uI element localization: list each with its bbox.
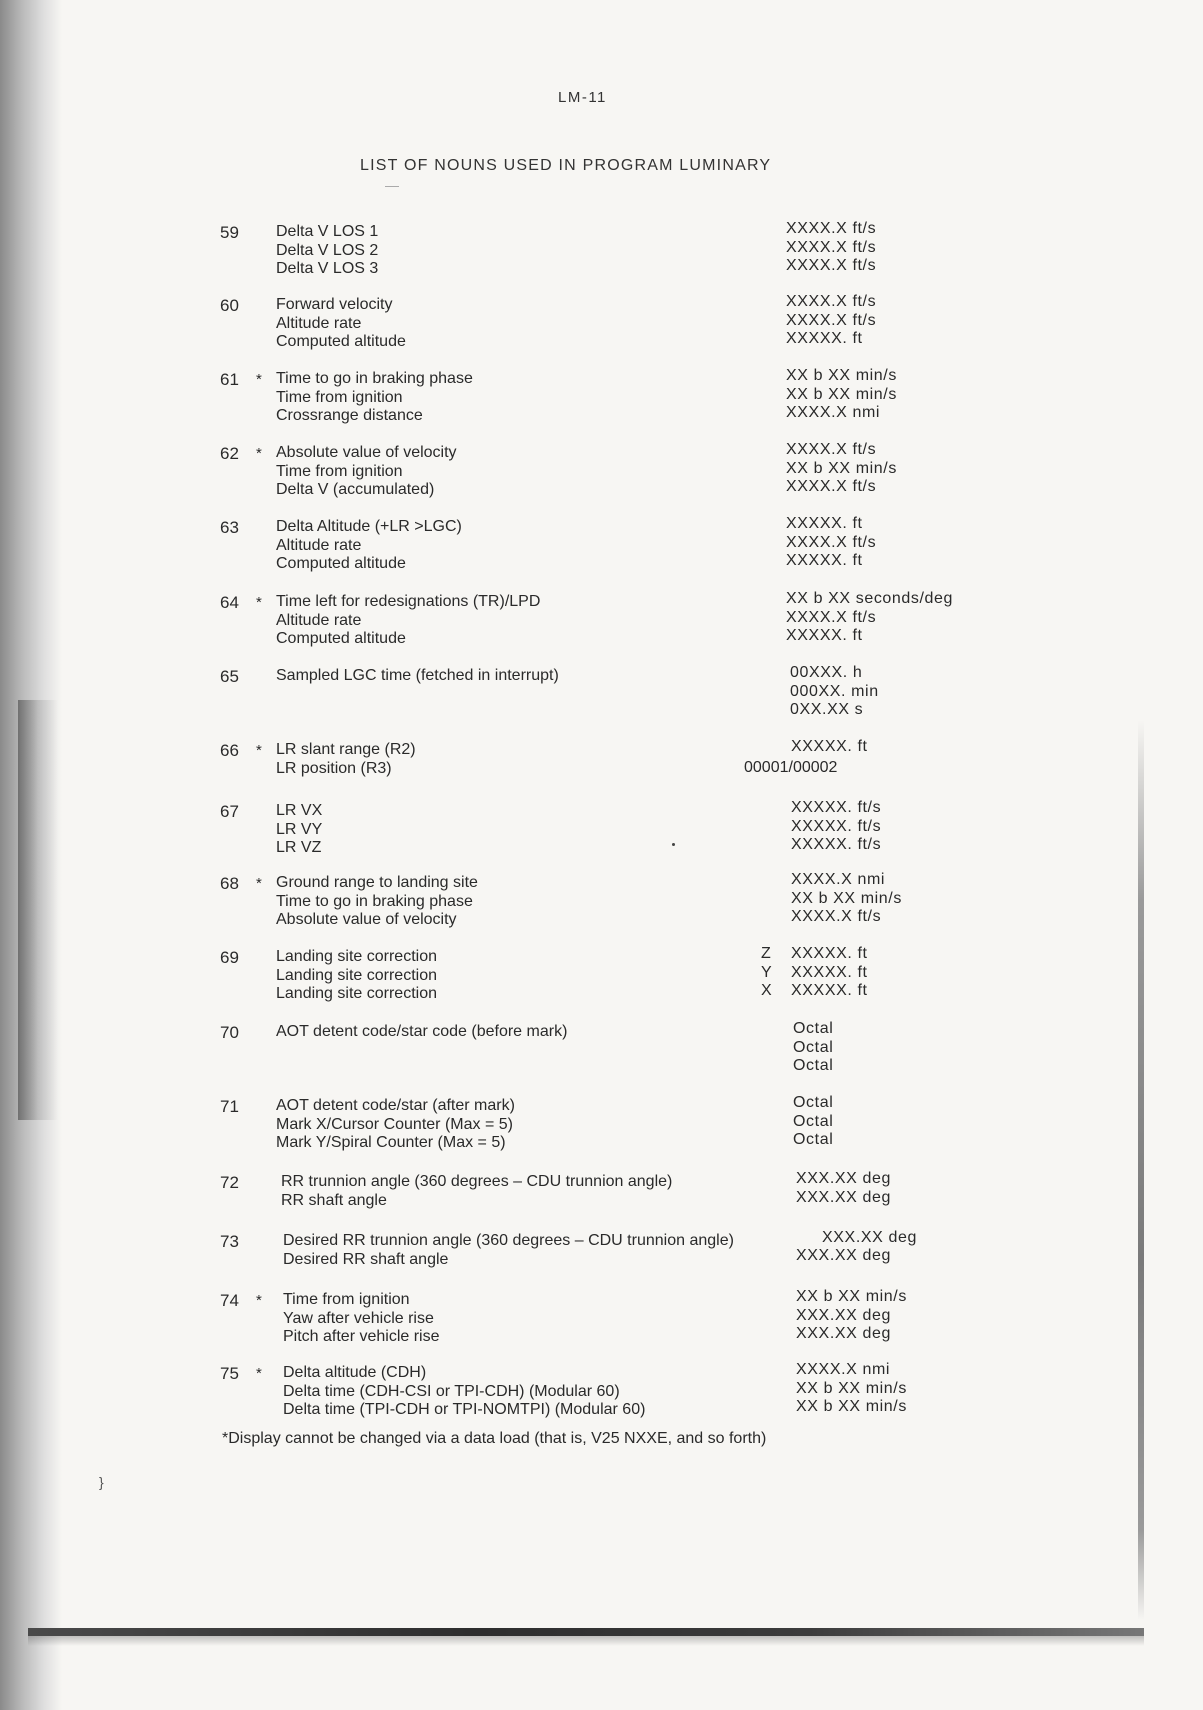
noun-format xyxy=(761,945,868,1001)
noun-format xyxy=(786,367,897,423)
format-line xyxy=(761,982,868,1001)
display-lock-marker: * xyxy=(256,1292,262,1309)
description-line: RR shaft angle xyxy=(281,1191,387,1209)
footnote: *Display cannot be changed via a data load (that is, V25 NXXE, and so forth) xyxy=(222,1430,767,1447)
noun-format xyxy=(791,799,881,855)
description-line: Yaw after vehicle rise xyxy=(283,1309,434,1327)
format-line: XXXX.X nmi xyxy=(796,1361,891,1378)
noun-description xyxy=(276,802,322,858)
format-line: XXXX.X nmi xyxy=(786,404,881,421)
title-underline-mark xyxy=(385,186,399,187)
format-line: 000XX. min xyxy=(790,682,879,700)
format-line: XXXX.X ft/s xyxy=(786,293,877,310)
noun-number: 66 xyxy=(220,741,239,760)
display-lock-marker: * xyxy=(256,371,262,388)
noun-description xyxy=(276,593,540,649)
description-line: Time from ignition xyxy=(276,462,403,480)
description-line: LR position (R3) xyxy=(276,759,392,777)
format-line: XXX.XX deg xyxy=(796,1306,891,1324)
format-line: XXXXX. ft xyxy=(786,515,863,532)
noun-format xyxy=(790,664,879,720)
display-lock-marker: * xyxy=(256,445,262,462)
format-line: XX b XX min/s xyxy=(791,889,902,907)
description-line: Landing site correction xyxy=(276,966,437,984)
format-line: XXXX.X ft/s xyxy=(786,257,877,274)
noun-description xyxy=(276,518,462,574)
description-line: Altitude rate xyxy=(276,314,362,332)
format-line: Octal xyxy=(793,1038,834,1056)
noun-description xyxy=(276,1097,515,1153)
noun-format xyxy=(793,1020,833,1076)
axis-prefix: Z xyxy=(761,945,772,962)
format-line: XXXXX. ft/s xyxy=(791,836,882,853)
description-line: AOT detent code/star code (before mark) xyxy=(276,1023,568,1040)
description-line: Delta Altitude (+LR >LGC) xyxy=(276,518,462,535)
noun-description xyxy=(276,667,559,686)
description-line: Delta time (TPI-CDH or TPI-NOMTPI) (Modular 60) xyxy=(283,1401,646,1418)
noun-number: 70 xyxy=(220,1023,239,1042)
format-line: XXXX.X nmi xyxy=(791,871,886,888)
format-line: XXXXX. ft xyxy=(786,330,863,347)
format-line: XX b XX min/s xyxy=(796,1398,907,1415)
format-line: XXX.XX deg xyxy=(796,1247,891,1264)
stray-dot xyxy=(672,843,675,846)
scan-shadow-bottom xyxy=(28,1636,1144,1646)
noun-format xyxy=(796,1247,891,1266)
noun-format xyxy=(786,515,876,571)
description-line: Sampled LGC time (fetched in interrupt) xyxy=(276,667,559,684)
description-line: Mark X/Cursor Counter (Max = 5) xyxy=(276,1115,513,1133)
description-line: Computed altitude xyxy=(276,630,406,647)
description-line: Altitude rate xyxy=(276,611,362,629)
description-line: RR trunnion angle (360 degrees – CDU trunnion angle) xyxy=(281,1173,673,1190)
format-line: XXXX.X ft/s xyxy=(786,441,877,458)
noun-description xyxy=(276,741,416,778)
axis-prefix: X xyxy=(761,982,773,999)
description-line: Delta V LOS 2 xyxy=(276,241,379,259)
format-line: XXXXX. ft/s xyxy=(791,799,882,816)
description-line: Computed altitude xyxy=(276,555,406,572)
description-line: Desired RR shaft angle xyxy=(283,1250,449,1268)
description-line: AOT detent code/star (after mark) xyxy=(276,1097,515,1114)
noun-description xyxy=(276,296,406,352)
noun-description xyxy=(281,1173,672,1210)
format-line: XXXX.X ft/s xyxy=(791,908,882,925)
format-line: Octal xyxy=(793,1057,834,1074)
format-line: XXXXX. ft xyxy=(786,552,863,569)
format-line: XXX.XX deg xyxy=(822,1229,917,1246)
format-line: XXXXX. ft/s xyxy=(791,817,882,835)
noun-description xyxy=(276,223,378,279)
format-value: XXXXX. ft xyxy=(791,945,868,962)
format-line: 00XXX. h xyxy=(790,664,863,681)
noun-format-position: 00001/00002 xyxy=(744,759,838,776)
description-line: Landing site correction xyxy=(276,948,437,965)
format-line: XXXX.X ft/s xyxy=(786,533,877,551)
format-line: Octal xyxy=(793,1094,834,1111)
description-line: Landing site correction xyxy=(276,985,437,1002)
display-lock-marker: * xyxy=(256,594,262,611)
noun-number: 75 xyxy=(220,1364,239,1383)
description-line: Computed altitude xyxy=(276,333,406,350)
noun-number: 62 xyxy=(220,444,239,463)
noun-description xyxy=(276,1023,567,1042)
noun-number: 59 xyxy=(220,223,239,242)
noun-number: 71 xyxy=(220,1097,239,1116)
noun-format xyxy=(793,1094,833,1150)
format-line: XXXX.X ft/s xyxy=(786,608,877,626)
format-line: Octal xyxy=(793,1131,834,1148)
format-line: XX b XX min/s xyxy=(786,385,897,403)
noun-format xyxy=(822,1229,917,1248)
description-line: Ground range to landing site xyxy=(276,874,478,891)
format-line: 0XX.XX s xyxy=(790,701,864,718)
scan-shadow-left xyxy=(18,700,58,1120)
description-line: Forward velocity xyxy=(276,296,393,313)
description-line: LR VX xyxy=(276,802,323,819)
format-line: XXXXX. ft xyxy=(791,738,868,755)
description-line: Time left for redesignations (TR)/LPD xyxy=(276,593,541,610)
noun-format xyxy=(796,1170,891,1207)
description-line: Crossrange distance xyxy=(276,407,423,424)
noun-number: 68 xyxy=(220,874,239,893)
noun-description xyxy=(276,370,473,426)
noun-number: 61 xyxy=(220,370,239,389)
format-line: XXXXX. ft xyxy=(786,627,863,644)
format-line: XXX.XX deg xyxy=(796,1325,891,1342)
noun-format xyxy=(791,871,902,927)
description-line: Delta V LOS 3 xyxy=(276,260,379,277)
description-line: LR VZ xyxy=(276,839,322,856)
format-line: XX b XX min/s xyxy=(796,1379,907,1397)
description-line: Delta time (CDH-CSI or TPI-CDH) (Modular 60) xyxy=(283,1382,620,1400)
format-line: Octal xyxy=(793,1020,834,1037)
noun-number: 72 xyxy=(220,1173,239,1192)
description-line: Time to go in braking phase xyxy=(276,892,473,910)
stray-mark: } xyxy=(99,1474,104,1490)
noun-description xyxy=(276,444,457,500)
format-line xyxy=(761,945,868,964)
noun-description xyxy=(283,1364,645,1420)
page-number: LM-11 xyxy=(558,89,607,106)
description-line: Desired RR trunnion angle (360 degrees – CDU trunnion angle) xyxy=(283,1232,734,1249)
noun-format xyxy=(796,1361,907,1417)
scan-edge-right xyxy=(1138,720,1144,1620)
noun-number: 65 xyxy=(220,667,239,686)
format-line: Octal xyxy=(793,1112,834,1130)
noun-number: 74 xyxy=(220,1291,239,1310)
noun-description xyxy=(283,1232,734,1269)
description-line: Altitude rate xyxy=(276,536,362,554)
format-line: XXX.XX deg xyxy=(796,1170,891,1187)
description-line: Time from ignition xyxy=(276,388,403,406)
description-line: Absolute value of velocity xyxy=(276,444,457,461)
description-line: LR VY xyxy=(276,820,323,838)
format-line: XXXX.X ft/s xyxy=(786,220,877,237)
scan-edge-bottom xyxy=(28,1628,1144,1636)
noun-number: 67 xyxy=(220,802,239,821)
axis-prefix: Y xyxy=(761,963,773,981)
format-line: XX b XX min/s xyxy=(796,1288,907,1305)
noun-number: 63 xyxy=(220,518,239,537)
format-line: XXXX.X ft/s xyxy=(786,311,877,329)
format-value: XXXXX. ft xyxy=(791,982,868,999)
description-line: Delta altitude (CDH) xyxy=(283,1364,427,1381)
display-lock-marker: * xyxy=(256,1365,262,1382)
format-line xyxy=(761,963,868,983)
noun-format xyxy=(786,441,897,497)
display-lock-marker: * xyxy=(256,742,262,759)
format-line: XX b XX min/s xyxy=(786,367,897,384)
description-line: Time from ignition xyxy=(283,1291,410,1308)
noun-number: 60 xyxy=(220,296,239,315)
noun-format xyxy=(791,738,868,757)
display-lock-marker: * xyxy=(256,875,262,892)
noun-description xyxy=(276,948,437,1004)
description-line: Delta V LOS 1 xyxy=(276,223,379,240)
format-line: XX b XX seconds/deg xyxy=(786,590,954,607)
format-value: XXXXX. ft xyxy=(791,963,868,981)
noun-format xyxy=(786,590,953,646)
noun-number: 64 xyxy=(220,593,239,612)
description-line: Pitch after vehicle rise xyxy=(283,1328,440,1345)
noun-format xyxy=(796,1288,907,1344)
noun-description xyxy=(283,1291,440,1347)
description-line: Time to go in braking phase xyxy=(276,370,473,387)
noun-number: 73 xyxy=(220,1232,239,1251)
description-line: LR slant range (R2) xyxy=(276,741,416,758)
noun-format xyxy=(786,220,876,276)
description-line: Delta V (accumulated) xyxy=(276,481,435,498)
format-line: XXXX.X ft/s xyxy=(786,238,877,256)
noun-description xyxy=(276,874,478,930)
format-line: XXX.XX deg xyxy=(796,1188,891,1206)
description-line: Absolute value of velocity xyxy=(276,911,457,928)
noun-format xyxy=(786,293,876,349)
format-line: XXXX.X ft/s xyxy=(786,478,877,495)
description-line: Mark Y/Spiral Counter (Max = 5) xyxy=(276,1134,506,1151)
noun-number: 69 xyxy=(220,948,239,967)
format-line: XX b XX min/s xyxy=(786,459,897,477)
page-title: LIST OF NOUNS USED IN PROGRAM LUMINARY xyxy=(360,157,772,174)
